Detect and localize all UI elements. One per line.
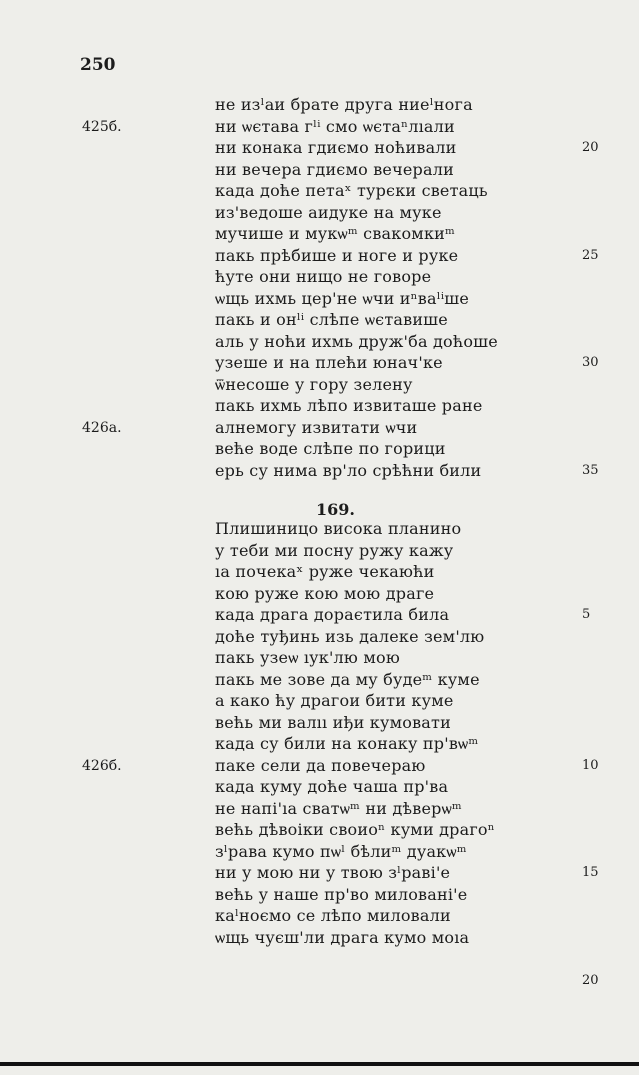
line-number: 35 [582,462,599,478]
line-number: 5 [582,607,591,622]
verse-line: зˡрава кумо пѡˡ бѣлиᵐ дуакѡᵐ [215,841,467,861]
verse-line: не изˡаи брате друга ниеˡнога [215,95,473,114]
verse-line: пакь ихмь лѣпо извиташе ране [215,396,483,415]
verse-line: доће туђинь изь далеке зем'лю [215,626,485,646]
verse-line: када куму доће чаша пр'ва [215,777,449,796]
verse-line: не напі'ıa сватѡᵐ ни дѣверѡᵐ [215,798,462,818]
verse-line: кою руже кою мою драге [215,583,435,603]
verse-line: пакь узеѡ ıук'лю мою [215,648,400,667]
verse-line: ни ѡєтава гˡⁱ смо ѡєтаⁿлıали [215,116,455,136]
verse-line: веће воде слѣпе по горици [215,439,446,458]
verse-line: ерь су нима вр'ло срѣћни били [215,460,482,480]
verse-line: алнемогу извитати ѡчи [215,417,418,437]
verse-line: у теби ми посну ружу кажу [215,540,454,560]
line-number: 10 [582,757,599,773]
margin-reference: 426б. [82,757,122,774]
verse-line: када доће петаˣ турєки светаць [215,181,488,200]
verse-line: када драга дораєтила била [215,605,450,624]
line-number: 20 [582,140,599,155]
bottom-rule [0,1062,639,1066]
page-number: 250 [80,55,116,75]
verse-line: ѡщь чуєш'ли драга кумо моıа [215,927,470,947]
verse-line: пакь ме зове да му будеᵐ куме [215,669,480,689]
verse-line: ѡщь ихмь цер'не ѡчи иⁿвaˡⁱше [215,288,469,308]
verse-line: пакь прѣбише и ноге и руке [215,245,459,265]
verse-line: а како ћу драгои бити куме [215,691,454,710]
line-number: 25 [582,247,599,263]
line-number: 15 [582,865,599,880]
verse-line: ни конака гдиємо ноћивали [215,138,457,157]
margin-reference: 426а. [82,419,122,436]
verse-line: већь дѣвоіки своиоⁿ куми драгоⁿ [215,820,495,839]
verse-line: ѿнесоше у гору зелену [215,374,413,394]
verse-line: узеше и на плећи юнач'ке [215,353,443,372]
verse-line: већь ми валıı иђи кумовати [215,712,451,732]
verse-line: паке сели да повечераю [215,755,426,775]
verse-line: Плишиницо висока планино [215,519,462,538]
song-number: 169. [316,500,355,519]
line-number: 20 [582,972,599,988]
line-number: 30 [582,355,599,370]
verse-line: ћуте они нищо не говоре [215,267,432,286]
verse-line: ıa почекаˣ руже чекаюћи [215,562,435,581]
margin-reference: 425б. [82,118,122,135]
verse-line: из'ведоше аидуке на муке [215,202,442,222]
verse-line: када су били на конаку пр'вѡᵐ [215,734,479,753]
verse-line: аль у ноћи ихмь друж'ба доћоше [215,331,498,351]
verse-line: пакь и онˡⁱ слѣпе ѡєтавише [215,310,448,329]
verse-line: каˡноємо се лѣпо миловали [215,906,451,925]
verse-line: ни вечера гдиємо вечерали [215,159,454,179]
verse-line: ни у мою ни у твою зˡраві'е [215,863,451,882]
verse-line: већь у наше пр'во миловані'е [215,884,468,904]
verse-line: мучише и мукѡᵐ свакомкиᵐ [215,224,456,243]
